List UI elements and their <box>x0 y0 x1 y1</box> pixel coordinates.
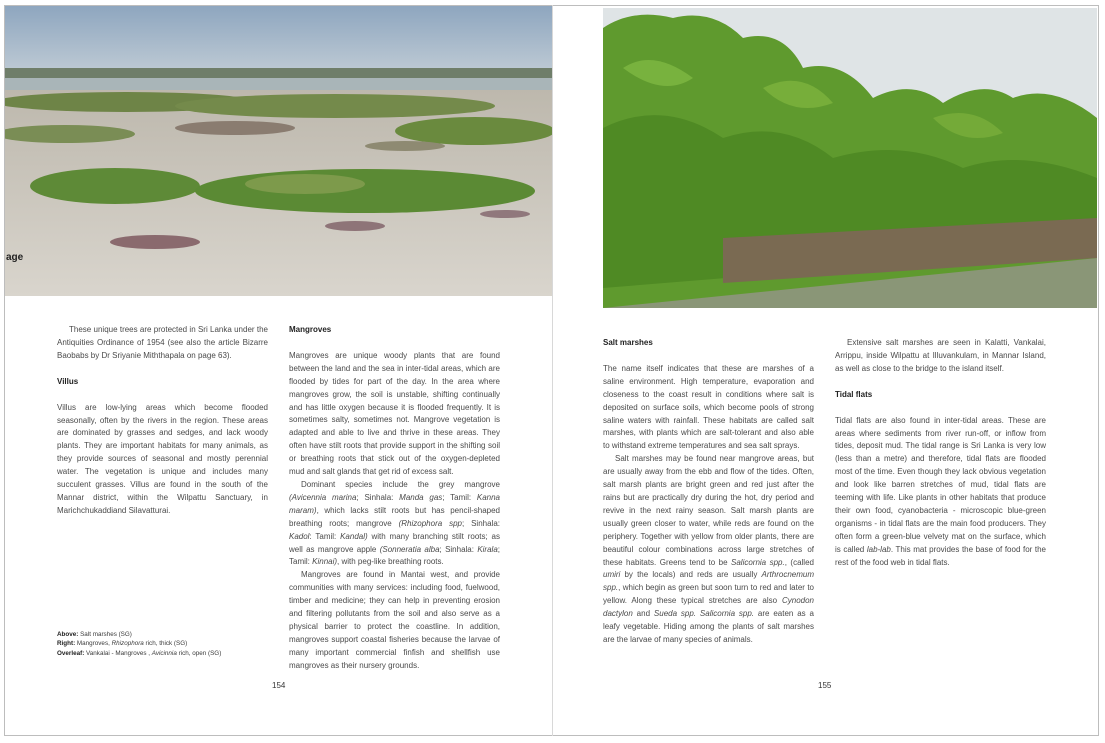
column-3 <box>603 337 814 647</box>
salt-marshes-paragraph-2: Salt marshes may be found near mangrove areas, but are usually away from the ebb and flow of the tides. Often, salt marsh plants are bright green and red just after the rains but are practically dry during the hot, dry period and revive in the next rainy season. Salt marsh plants are usually green closer to water, while reds are found on the periphery. Together with yellow from older plants, there are beautiful colour combinations across large stretches of these habitats. Greens tend to be Salicornia spp., (called umiri by the locals) and reds are usually Arthrocnemum spp., which begin as green but soon turn to red and later to yellow. Along these typical stretches are also Cynodon dactylon and Sueda spp. Salicornia spp. are eaten as a leafy vegetable. Hiding among the plants of salt marshes are the larvae of many species of animals. <box>603 454 815 644</box>
tidal-flats-paragraph: Tidal flats are also found in inter-tidal areas. These are areas where sediments from river run-off, or inflow from tides, deposit mud. The tidal range is Sri Lanka is very low (less than a metre) and therefore, tidal flats are flooded most of the time. Even though they lack obvious vegetation and look like barren stretches of mud, tidal flats are teeming with life. Like plants in other habitats that produce their own food, cyanobacteria - microscopic blue-green organisms - in tidal flats are the main food producers. They often form a green-blue velvety mat on the surface, which is called lab-lab. This mat provides the base of food for the rest of the food web in tidal flats. <box>835 415 1047 567</box>
mangroves-paragraph-3: Mangroves are found in Mantai west, and provide communities with many services: including food, fuelwood, timber and medicine; they can help in preventing erosion and filtering pollutants from the soil and also serve as a physical barrier to protect the coastline. In addition, mangroves support coastal fisheries because the larvae of many important commercial finfish and shellfish use mangroves as their nursery grounds. <box>289 570 500 670</box>
salt-marsh-photo <box>5 6 552 296</box>
salt-marshes-paragraph-1: The name itself indicates that these are marshes of a saline environment. High temperature, evaporation and closeness to the coast result in conditions where salt is deposited on surface soils, which become pools of strong saline waters with rainfall. These habitats are called salt marshes, with plants which are salt-tolerant and also able to withstand extreme temperatures and sea salt sprays. <box>603 363 814 451</box>
overlap-label: age <box>6 252 24 263</box>
salt-marsh-locations-paragraph: Extensive salt marshes are seen in Kalatti, Vankalai, Arrippu, inside Wilpattu at Illuvankulam, in Mannar Island, as well as close to the bridge to the island itself. <box>835 338 1046 373</box>
column-4 <box>835 337 1046 570</box>
column-2 <box>289 324 500 673</box>
caption-overleaf: Overleaf: Vankalai - Mangroves , Avicinnia rich, open (SG) <box>57 649 222 657</box>
caption-right: Right: Mangroves, Rhizophora rich, thick (SG) <box>57 640 188 648</box>
book-spine <box>552 5 553 736</box>
mangroves-heading: Mangroves <box>289 325 332 334</box>
page-number-right: 155 <box>818 681 832 690</box>
photo-caption <box>57 630 297 658</box>
villus-heading: Villus <box>57 376 79 386</box>
mangroves-paragraph-1: Mangroves are unique woody plants that are found between the land and the sea in inter-tidal areas, which are flooded by tides for part of the day. In the area where mangroves grow, the soil is unstable, shifting continually and has little oxygen because it is flooded frequently. It is sometimes salty, sometimes not. Mangrove vegetation is adapted and able to live and thrive in these areas. They often have stilt roots that provide support in the shifting soil or breathing roots that stick out of the oxygen-depleted mud and salt glands that get rid of excess salt. <box>289 350 500 477</box>
caption-above: Above: Salt marshes (SG) <box>57 631 132 638</box>
tidal-flats-heading: Tidal flats <box>835 389 873 399</box>
page-number-left: 154 <box>272 681 286 690</box>
column-1 <box>57 324 268 518</box>
villus-paragraph: Villus are low-lying areas which become flooded seasonally, often by the rivers in the region. These areas are dominated by grasses and sedges, and lack woody plants. They are important habitats for many animals, as they provide sources of seasonal and mostly perennial water. The vegetation is unique and includes many succulent grasses. Villus are found in the south of the Mannar district, within the Wilpattu Sanctuary, in Marichchukaddiand Silavatturai. <box>57 402 268 515</box>
mangrove-photo <box>603 8 1097 308</box>
mangroves-paragraph-2: Dominant species include the grey mangrove (Avicennia marina; Sinhala: Manda gas; Tamil: Kanna maram), which lacks stilt roots but has pencil-shaped breathing roots; mangrove (Rhizophora spp; Sinhala: Kadol: Tamil: Kandal) with many branching stilt roots; as well as mangrove apple (Sonneratia alba; Sinhala: Kirala; Tamil: Kinnai), with peg-like breathing roots. <box>289 479 501 567</box>
intro-paragraph: These unique trees are protected in Sri Lanka under the Antiquities Ordinance of 1954 (see also the article Bizarre Baobabs by Dr Sriyanie Miththapala on page 63). <box>57 325 268 360</box>
salt-marshes-heading: Salt marshes <box>603 338 653 347</box>
